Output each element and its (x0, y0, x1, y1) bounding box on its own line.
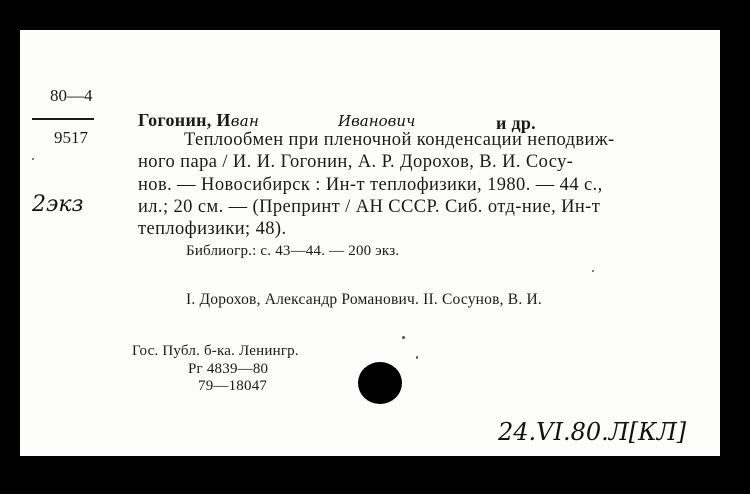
description-line: ил.; 20 см. — (Препринт / АН СССР. Сиб. отд-ние, Ин-т (138, 197, 601, 217)
library-line: 79—18047 (198, 378, 268, 394)
classification-number: 80—4 (50, 86, 93, 105)
patronymic-handwritten: Иванович (338, 112, 416, 130)
description-line: теплофизики; 48). (138, 219, 287, 239)
description-line: ного пара / И. И. Гогонин, А. Р. Дорохов, В. И. Сосу- (138, 152, 574, 172)
shelf-divider (32, 118, 94, 120)
added-entries: I. Дорохов, Александр Романович. II. Сосунов, В. И. (186, 291, 542, 308)
shelf-number: 9517 (54, 128, 88, 147)
entry-heading (138, 110, 259, 131)
paper-speck (416, 356, 418, 359)
author-surname: Гогонин, И (138, 110, 231, 130)
date-stamp-handwritten: 24.VI.80.Л[КЛ] (498, 418, 687, 446)
paper-speck (402, 336, 405, 339)
author-name-handwritten: ван (230, 112, 260, 130)
library-line: Гос. Публ. б-ка. Ленингр. (132, 343, 299, 359)
catalog-card (20, 30, 720, 456)
paper-speck (32, 158, 34, 160)
description-line: нов. — Новосибирск : Ин-т теплофизики, 1980. — 44 с., (138, 175, 603, 195)
et-al: и др. (496, 113, 536, 133)
library-line: Рг 4839—80 (188, 361, 269, 377)
description-line: Теплообмен при пленочной конденсации неподвиж- (184, 130, 615, 150)
bibliography-note: Библиогр.: с. 43—44. — 200 экз. (186, 243, 400, 259)
punch-hole (358, 362, 402, 404)
paper-speck (592, 270, 594, 272)
copy-note-handwritten: 2экз (32, 192, 84, 217)
